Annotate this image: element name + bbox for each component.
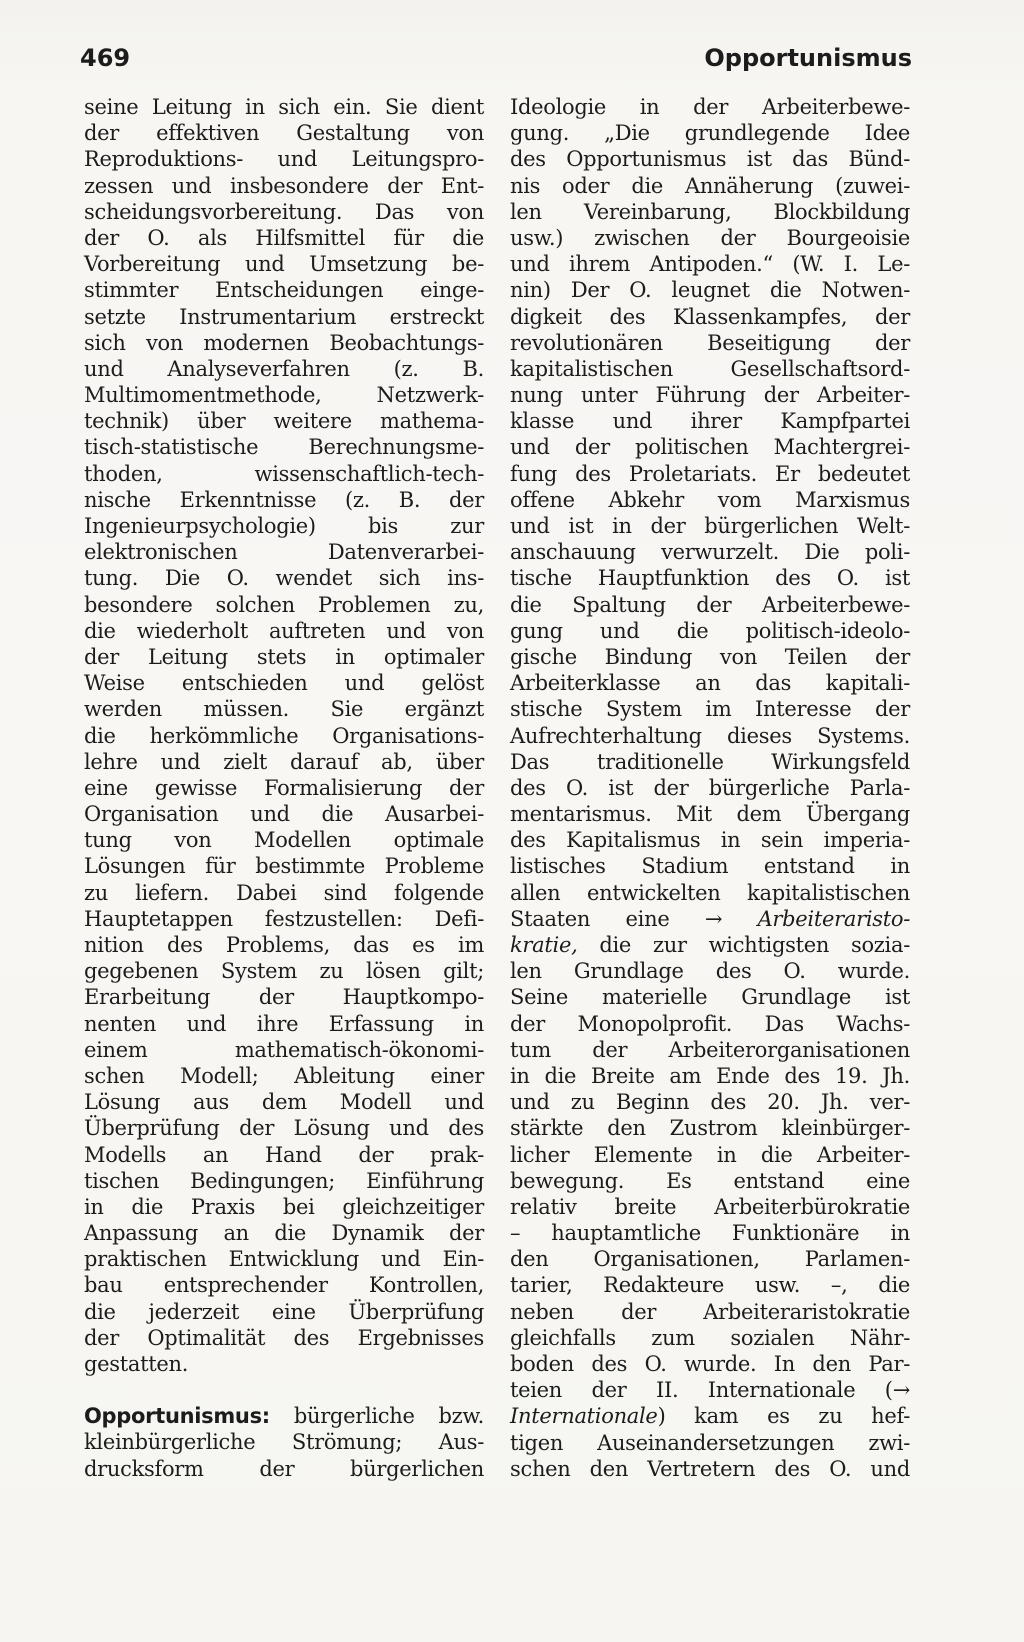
text-line: und ist in der bürgerlichen Welt- [510, 514, 910, 538]
text-line: nische Erkenntnisse (z. B. der [84, 487, 484, 512]
text-line: relativ breite Arbeiterbürokratie [510, 1194, 910, 1219]
text-line: der Optimalität des Ergebnisses [84, 1325, 484, 1350]
text-line: kapitalistischen Gesellschaftsord- [510, 356, 910, 381]
text-line: listisches Stadium entstand in [510, 854, 910, 879]
text-line: bau entsprechender Kontrollen, [84, 1273, 484, 1298]
text-line: Arbeiterklasse an das kapitali- [510, 671, 910, 696]
text-line: werden müssen. Sie ergänzt [84, 697, 484, 722]
text-line: elektronischen Datenverarbei- [84, 540, 484, 565]
text-line: einem mathematisch-ökonomi- [84, 1037, 484, 1062]
text-line: besondere solchen Problemen zu, [84, 592, 484, 617]
text-line: der Monopolprofit. Das Wachs- [510, 1011, 910, 1036]
dictionary-entry-opportunismus [84, 1403, 484, 1482]
text-line: Seine materielle Grundlage ist [510, 985, 910, 1010]
text-line: offene Abkehr vom Marxismus [510, 487, 910, 512]
text-line: tische Hauptfunktion des O. ist [510, 566, 910, 591]
text-line: des Kapitalismus in sein imperia- [510, 828, 910, 853]
text-line: nung unter Führung der Arbeiter- [510, 383, 910, 408]
entry-gap [84, 1377, 484, 1403]
text-line: der Leitung stets in optimaler [84, 644, 484, 669]
text-line: – hauptamtliche Funktionäre in [510, 1221, 910, 1246]
text-line: die Spaltung der Arbeiterbewe- [510, 592, 910, 617]
text-line: gung. „Die grundlegende Idee [510, 121, 910, 146]
text-line: klasse und ihrer Kampfpartei [510, 409, 910, 434]
text-line: stärkte den Zustrom kleinbürger- [510, 1116, 910, 1141]
text-line: der effektiven Gestaltung von [84, 121, 484, 146]
text-line: digkeit des Klassenkampfes, der [510, 304, 910, 329]
text-line: kleinbürgerliche Strömung; Aus- [84, 1430, 484, 1455]
text-line: stimmter Entscheidungen einge- [84, 278, 484, 303]
cross-reference-line-internationale [510, 1403, 910, 1429]
text-line: revolutionären Beseitigung der [510, 330, 910, 355]
text-line: Reproduktions- und Leitungspro- [84, 147, 484, 172]
text-line: tung. Die O. wendet sich ins- [84, 566, 484, 591]
text-line: und zu Beginn des 20. Jh. ver- [510, 1090, 910, 1115]
text-line: gleichfalls zum sozialen Nähr- [510, 1325, 910, 1350]
text-line: nition des Problems, das es im [84, 933, 484, 957]
cross-reference-internationale[interactable]: Internationale [510, 1404, 658, 1429]
text-line: thoden, wissenschaftlich-tech- [84, 461, 484, 486]
entry-definition-lines [84, 1429, 484, 1481]
text-line: gestatten. [84, 1352, 189, 1376]
text-line: drucksform der bürgerlichen [84, 1456, 484, 1481]
text-line: tigen Auseinandersetzungen zwi- [510, 1430, 910, 1455]
text-line: des O. ist der bürgerliche Parla- [510, 775, 910, 800]
right-column-body-part-3 [510, 1430, 910, 1482]
text-line: tisch-statistische Berechnungsme- [84, 435, 484, 460]
text-line: zessen und insbesondere der Ent- [84, 173, 484, 198]
entry-first-line [84, 1403, 484, 1429]
text-line: und ihrem Antipoden.“ (W. I. Le- [510, 252, 910, 277]
text-line: Multimomentmethode, Netzwerk- [84, 383, 484, 408]
text-line: fung des Proletariats. Er bedeutet [510, 461, 910, 486]
text-line: teien der II. Internationale (→ [510, 1378, 910, 1403]
text-line: Das traditionelle Wirkungsfeld [510, 749, 910, 774]
text-line: stische System im Interesse der [510, 697, 910, 722]
right-text-column [510, 94, 910, 1482]
text-line: nin) Der O. leugnet die Notwen- [510, 278, 910, 303]
running-headword: Opportunismus [704, 44, 912, 72]
text-line: die wiederholt auftreten und von [84, 618, 484, 643]
text-line: tischen Bedingungen; Einführung [84, 1168, 484, 1193]
text-line: und der politischen Machtergrei- [510, 435, 910, 460]
text-line: seine Leitung in sich ein. Sie dient [84, 95, 484, 119]
xref-lead-text: Staaten eine → [510, 906, 758, 931]
text-line: praktischen Entwicklung und Ein- [84, 1247, 484, 1272]
text-line: nis oder die Annäherung (zuwei- [510, 173, 910, 198]
left-column-body [84, 94, 484, 1377]
running-head [80, 40, 912, 76]
text-line: die jederzeit eine Überprüfung [84, 1299, 484, 1324]
xref2-trail-text: ) kam es zu hef- [657, 1404, 910, 1429]
text-line: Modells an Hand der prak- [84, 1142, 484, 1167]
text-line: den Organisationen, Parlamen- [510, 1247, 910, 1272]
text-line: Aufrechterhaltung dieses Systems. [510, 723, 910, 748]
text-line: in die Breite am Ende des 19. Jh. [510, 1063, 910, 1088]
cross-reference-line-kratie [510, 932, 910, 958]
left-text-column [84, 94, 484, 1482]
text-line: licher Elemente in die Arbeiter- [510, 1142, 910, 1167]
text-line: Ingenieurpsychologie) bis zur [84, 514, 484, 538]
text-line: nenten und ihre Erfassung in [84, 1011, 484, 1036]
cross-reference-line-arbeiteraristokratie [510, 906, 910, 932]
entry-term: Opportunismus: [84, 1404, 270, 1429]
text-line: tarier, Redakteure usw. –, die [510, 1273, 910, 1298]
page-number: 469 [80, 44, 131, 72]
text-line: Vorbereitung und Umsetzung be- [84, 252, 484, 277]
right-column-body-part-2 [510, 958, 910, 1403]
text-line: Lösung aus dem Modell und [84, 1090, 484, 1115]
cross-reference-arbeiteraristokratie-cont[interactable]: kratie, [510, 933, 578, 957]
text-line: Organisation und die Ausarbei- [84, 802, 484, 827]
text-line: Ideologie in der Arbeiterbewe- [510, 95, 910, 119]
xref-trail-text: die zur wichtigsten sozia- [577, 933, 910, 957]
text-line: gung und die politisch-ideolo- [510, 618, 910, 643]
text-line: gische Bindung von Teilen der [510, 644, 910, 669]
text-line: des Opportunismus ist das Bünd- [510, 147, 910, 172]
text-line: der O. als Hilfsmittel für die [84, 225, 484, 250]
cross-reference-arbeiteraristokratie[interactable]: Arbeiteraristo- [757, 906, 910, 931]
text-line: anschauung verwurzelt. Die poli- [510, 540, 910, 565]
text-line: scheidungsvorbereitung. Das von [84, 199, 484, 224]
text-line: in die Praxis bei gleichzeitiger [84, 1194, 484, 1219]
text-line: schen den Vertretern des O. und [510, 1456, 910, 1481]
text-line: boden des O. wurde. In den Par- [510, 1352, 910, 1376]
text-line: sich von modernen Beobachtungs- [84, 330, 484, 355]
text-line: technik) über weitere mathema- [84, 409, 484, 434]
text-line: neben der Arbeiteraristokratie [510, 1299, 910, 1324]
text-line: bewegung. Es entstand eine [510, 1168, 910, 1193]
text-line: eine gewisse Formalisierung der [84, 775, 484, 800]
text-line: Weise entschieden und gelöst [84, 671, 484, 696]
right-column-body-part-1 [510, 94, 910, 906]
text-line: tung von Modellen optimale [84, 828, 484, 853]
text-line: Lösungen für bestimmte Probleme [84, 854, 484, 879]
text-line: Überprüfung der Lösung und des [84, 1116, 484, 1141]
text-line: Erarbeitung der Hauptkompo- [84, 985, 484, 1010]
text-line: tum der Arbeiterorganisationen [510, 1037, 910, 1062]
text-line: lehre und zielt darauf ab, über [84, 749, 484, 774]
text-line: allen entwickelten kapitalistischen [510, 880, 910, 905]
text-line: Hauptetappen festzustellen: Defi- [84, 906, 484, 931]
text-line: len Grundlage des O. wurde. [510, 959, 910, 984]
text-line: zu liefern. Dabei sind folgende [84, 880, 484, 905]
text-line: Anpassung an die Dynamik der [84, 1221, 484, 1246]
text-line: schen Modell; Ableitung einer [84, 1063, 484, 1088]
text-line: usw.) zwischen der Bourgeoisie [510, 225, 910, 250]
text-line: und Analyseverfahren (z. B. [84, 356, 484, 381]
text-line: mentarismus. Mit dem Übergang [510, 802, 910, 827]
text-line: len Vereinbarung, Blockbildung [510, 199, 910, 224]
text-line: gegebenen System zu lösen gilt; [84, 959, 484, 984]
entry-definition-start: bürgerliche bzw. [293, 1404, 484, 1429]
text-line: die herkömmliche Organisations- [84, 723, 484, 748]
text-line: setzte Instrumentarium erstreckt [84, 304, 484, 329]
